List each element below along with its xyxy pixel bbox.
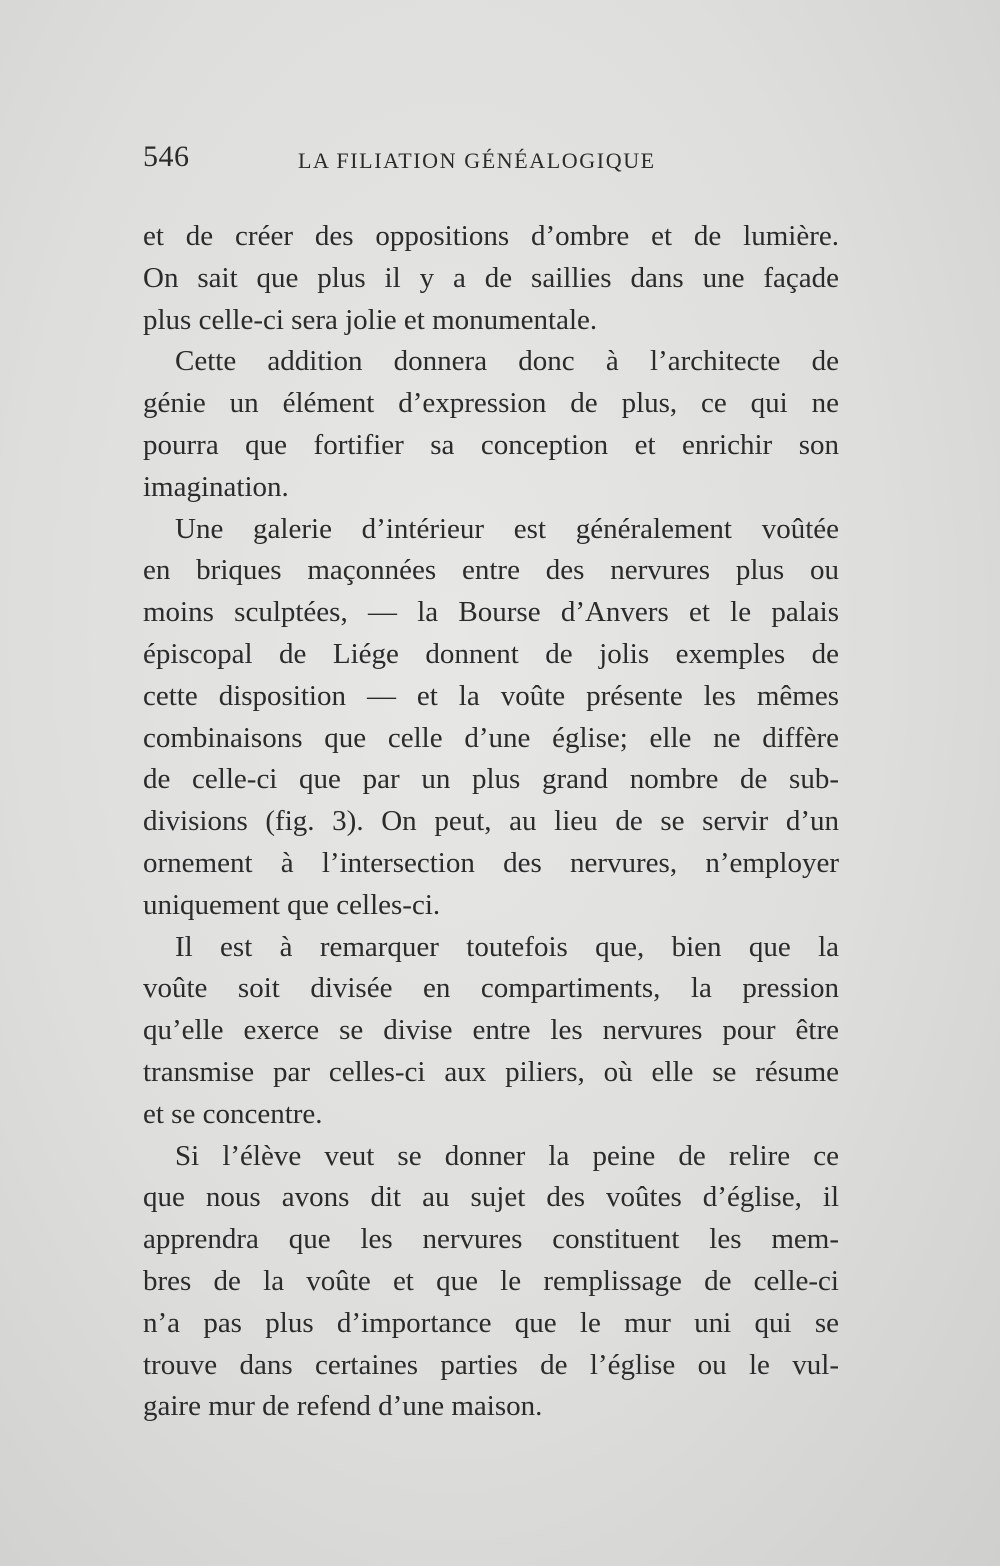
text-line: de celle-ci que par un plus grand nombre de sub- <box>143 763 839 796</box>
paragraph <box>143 341 839 508</box>
text-line: On sait que plus il y a de saillies dans une façade <box>143 261 839 294</box>
text-line: qu’elle exerce se divise entre les nervures pour être <box>143 1014 839 1047</box>
text-line: en briques maçonnées entre des nervures plus ou <box>143 554 839 587</box>
text-line: divisions (fig. 3). On peut, au lieu de se servir d’un <box>143 805 839 838</box>
text-line: bres de la voûte et que le remplissage de celle-ci <box>143 1264 839 1297</box>
text-line: uniquement que celles-ci. <box>143 888 441 921</box>
body-text <box>143 216 839 1428</box>
page-number: 546 <box>143 140 190 173</box>
text-line: Il est à remarquer toutefois que, bien que la <box>175 930 839 963</box>
paragraph <box>143 509 839 927</box>
text-line: moins sculptées, — la Bourse d’Anvers et le palais <box>143 596 839 629</box>
paragraph <box>143 216 839 341</box>
paragraph <box>143 1136 839 1429</box>
text-line: épiscopal de Liége donnent de jolis exemples de <box>143 637 839 670</box>
text-line: trouve dans certaines parties de l’église ou le vul- <box>143 1348 839 1381</box>
text-line: ornement à l’intersection des nervures, n’employer <box>143 846 839 879</box>
text-line: transmise par celles-ci aux piliers, où elle se résume <box>143 1055 839 1088</box>
text-line: Cette addition donnera donc à l’architecte de <box>175 345 839 378</box>
text-line: que nous avons dit au sujet des voûtes d’église, il <box>143 1181 839 1214</box>
text-line: Une galerie d’intérieur est généralement voûtée <box>175 512 839 545</box>
text-line: gaire mur de refend d’une maison. <box>143 1390 543 1423</box>
paragraph <box>143 927 839 1136</box>
text-line: génie un élément d’expression de plus, ce qui ne <box>143 387 839 420</box>
text-line: voûte soit divisée en compartiments, la pression <box>143 972 839 1005</box>
text-line: plus celle-ci sera jolie et monumentale. <box>143 303 598 336</box>
text-line: apprendra que les nervures constituent les mem- <box>143 1223 839 1256</box>
text-line: pourra que fortifier sa conception et enrichir son <box>143 428 839 461</box>
text-line: n’a pas plus d’importance que le mur uni qui se <box>143 1306 839 1339</box>
running-title: LA FILIATION GÉNÉALOGIQUE <box>298 148 656 173</box>
text-line: Si l’élève veut se donner la peine de relire ce <box>175 1139 839 1172</box>
text-line: et se concentre. <box>143 1097 323 1130</box>
text-line: cette disposition — et la voûte présente les mêmes <box>143 679 839 712</box>
page-header <box>143 140 843 180</box>
text-line: combinaisons que celle d’une église; elle ne diffère <box>143 721 839 754</box>
text-line: et de créer des oppositions d’ombre et de lumière. <box>143 220 839 252</box>
text-line: imagination. <box>143 470 289 503</box>
